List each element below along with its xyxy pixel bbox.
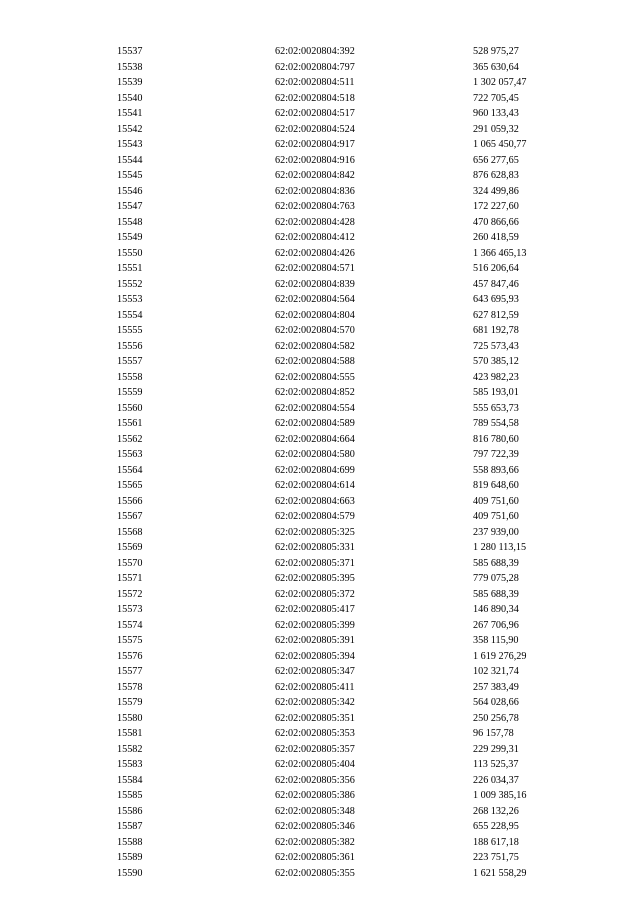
row-number: 15555 <box>117 325 143 336</box>
table-row <box>0 339 640 355</box>
cadastral-number: 62:02:0020805:394 <box>275 650 355 662</box>
cadastral-value: 1 302 057,47 <box>473 77 527 88</box>
table-row <box>0 354 640 370</box>
cadastral-value: 260 418,59 <box>473 232 519 243</box>
cadastral-value: 409 751,60 <box>473 495 519 507</box>
table-row <box>0 726 640 742</box>
table-row <box>0 292 640 308</box>
cadastral-value: 268 132,26 <box>473 805 519 817</box>
row-number: 15537 <box>117 46 143 57</box>
table-row <box>0 199 640 215</box>
cadastral-number: 62:02:0020804:580 <box>275 449 355 460</box>
cadastral-value: 409 751,60 <box>473 511 519 522</box>
table-row <box>0 633 640 649</box>
table-row <box>0 804 640 820</box>
table-row <box>0 168 640 184</box>
cadastral-value: 267 706,96 <box>473 619 519 631</box>
cadastral-number: 62:02:0020804:579 <box>275 511 355 522</box>
cadastral-value: 358 115,90 <box>473 635 519 646</box>
cadastral-number: 62:02:0020804:852 <box>275 387 355 398</box>
cadastral-number: 62:02:0020805:411 <box>275 681 355 693</box>
cadastral-value: 1 621 558,29 <box>473 867 527 879</box>
table-row <box>0 773 640 789</box>
cadastral-number: 62:02:0020805:371 <box>275 557 355 569</box>
table-row <box>0 788 640 804</box>
cadastral-value: 627 812,59 <box>473 309 519 321</box>
cadastral-number: 62:02:0020804:582 <box>275 340 355 352</box>
table-row <box>0 742 640 758</box>
table-row <box>0 75 640 91</box>
cadastral-number: 62:02:0020804:564 <box>275 294 355 305</box>
table-row <box>0 587 640 603</box>
row-number: 15564 <box>117 464 143 476</box>
table-row <box>0 106 640 122</box>
row-number: 15548 <box>117 216 143 228</box>
cadastral-number: 62:02:0020804:763 <box>275 201 355 212</box>
table-row <box>0 153 640 169</box>
cadastral-number: 62:02:0020804:589 <box>275 418 355 429</box>
cadastral-number: 62:02:0020805:347 <box>275 666 355 677</box>
row-number: 15561 <box>117 418 143 429</box>
row-number: 15563 <box>117 449 143 460</box>
cadastral-number: 62:02:0020804:524 <box>275 123 355 135</box>
cadastral-value: 643 695,93 <box>473 294 519 305</box>
table-row <box>0 447 640 463</box>
table-row <box>0 432 640 448</box>
table-row <box>0 540 640 556</box>
row-number: 15582 <box>117 743 143 755</box>
row-number: 15539 <box>117 77 143 88</box>
table-row <box>0 184 640 200</box>
table-row <box>0 385 640 401</box>
cadastral-number: 62:02:0020805:395 <box>275 573 355 584</box>
row-number: 15576 <box>117 650 143 662</box>
row-number: 15581 <box>117 728 143 739</box>
cadastral-number: 62:02:0020805:399 <box>275 619 355 631</box>
cadastral-value: 146 890,34 <box>473 604 519 615</box>
cadastral-value: 457 847,46 <box>473 278 519 290</box>
row-number: 15577 <box>117 666 143 677</box>
cadastral-number: 62:02:0020804:517 <box>275 108 355 119</box>
cadastral-value: 229 299,31 <box>473 743 519 755</box>
cadastral-value: 1 280 113,15 <box>473 542 527 553</box>
row-number: 15566 <box>117 495 143 507</box>
cadastral-number: 62:02:0020805:386 <box>275 790 355 801</box>
cadastral-value: 558 893,66 <box>473 464 519 476</box>
row-number: 15544 <box>117 154 143 166</box>
table-row <box>0 509 640 525</box>
row-number: 15543 <box>117 139 143 150</box>
row-number: 15551 <box>117 263 143 274</box>
cadastral-value: 779 075,28 <box>473 573 519 584</box>
table-row <box>0 711 640 727</box>
cadastral-number: 62:02:0020805:342 <box>275 697 355 708</box>
table-row <box>0 819 640 835</box>
table-row <box>0 308 640 324</box>
row-number: 15553 <box>117 294 143 305</box>
cadastral-number: 62:02:0020804:554 <box>275 402 355 414</box>
row-number: 15556 <box>117 340 143 352</box>
row-number: 15546 <box>117 185 143 197</box>
cadastral-value: 188 617,18 <box>473 836 519 848</box>
cadastral-value: 470 866,66 <box>473 216 519 228</box>
row-number: 15586 <box>117 805 143 817</box>
table-row <box>0 246 640 262</box>
row-number: 15570 <box>117 557 143 569</box>
table-row <box>0 44 640 60</box>
row-number: 15545 <box>117 170 143 181</box>
table-row <box>0 835 640 851</box>
row-number: 15547 <box>117 201 143 212</box>
row-number: 15567 <box>117 511 143 522</box>
cadastral-number: 62:02:0020804:511 <box>275 77 355 88</box>
cadastral-value: 1 009 385,16 <box>473 790 527 801</box>
cadastral-number: 62:02:0020804:571 <box>275 263 355 274</box>
row-number: 15584 <box>117 774 143 786</box>
row-number: 15552 <box>117 278 143 290</box>
table-row <box>0 556 640 572</box>
cadastral-value: 570 385,12 <box>473 356 519 367</box>
cadastral-number: 62:02:0020804:797 <box>275 61 355 73</box>
cadastral-number: 62:02:0020805:391 <box>275 635 355 646</box>
table-row <box>0 680 640 696</box>
cadastral-number: 62:02:0020805:372 <box>275 588 355 600</box>
table-row <box>0 122 640 138</box>
cadastral-value: 102 321,74 <box>473 666 519 677</box>
cadastral-value: 324 499,86 <box>473 185 519 197</box>
table-row <box>0 277 640 293</box>
cadastral-value: 564 028,66 <box>473 697 519 708</box>
row-number: 15559 <box>117 387 143 398</box>
cadastral-value: 237 939,00 <box>473 526 519 538</box>
table-row <box>0 850 640 866</box>
cadastral-number: 62:02:0020805:331 <box>275 542 355 553</box>
table-row <box>0 571 640 587</box>
cadastral-number: 62:02:0020805:353 <box>275 728 355 739</box>
cadastral-number: 62:02:0020804:428 <box>275 216 355 228</box>
row-number: 15554 <box>117 309 143 321</box>
row-number: 15560 <box>117 402 143 414</box>
table-row <box>0 757 640 773</box>
table-row <box>0 525 640 541</box>
table-row <box>0 416 640 432</box>
cadastral-value: 725 573,43 <box>473 340 519 352</box>
row-number: 15565 <box>117 480 143 491</box>
row-number: 15590 <box>117 867 143 879</box>
cadastral-value: 172 227,60 <box>473 201 519 212</box>
cadastral-value: 516 206,64 <box>473 263 519 274</box>
table-row <box>0 261 640 277</box>
cadastral-value: 585 688,39 <box>473 588 519 600</box>
row-number: 15583 <box>117 759 143 770</box>
table-row <box>0 215 640 231</box>
row-number: 15557 <box>117 356 143 367</box>
cadastral-value: 1 619 276,29 <box>473 650 527 662</box>
cadastral-value: 96 157,78 <box>473 728 514 739</box>
cadastral-number: 62:02:0020804:917 <box>275 139 355 150</box>
cadastral-value: 585 193,01 <box>473 387 519 398</box>
cadastral-value: 528 975,27 <box>473 46 519 57</box>
row-number: 15580 <box>117 712 143 724</box>
cadastral-value: 223 751,75 <box>473 852 519 863</box>
table-row <box>0 695 640 711</box>
cadastral-number: 62:02:0020805:382 <box>275 836 355 848</box>
row-number: 15569 <box>117 542 143 553</box>
row-number: 15587 <box>117 821 143 832</box>
cadastral-value: 585 688,39 <box>473 557 519 569</box>
cadastral-number: 62:02:0020804:570 <box>275 325 355 336</box>
row-number: 15549 <box>117 232 143 243</box>
table-row <box>0 494 640 510</box>
row-number: 15589 <box>117 852 143 863</box>
row-number: 15571 <box>117 573 143 584</box>
table-row <box>0 323 640 339</box>
document-table <box>0 44 640 881</box>
cadastral-value: 681 192,78 <box>473 325 519 336</box>
cadastral-number: 62:02:0020805:348 <box>275 805 355 817</box>
cadastral-value: 365 630,64 <box>473 61 519 73</box>
cadastral-number: 62:02:0020805:357 <box>275 743 355 755</box>
cadastral-value: 789 554,58 <box>473 418 519 429</box>
row-number: 15542 <box>117 123 143 135</box>
cadastral-number: 62:02:0020804:842 <box>275 170 355 181</box>
cadastral-number: 62:02:0020805:417 <box>275 604 355 615</box>
cadastral-number: 62:02:0020804:839 <box>275 278 355 290</box>
cadastral-number: 62:02:0020804:916 <box>275 154 355 166</box>
table-row <box>0 866 640 882</box>
table-row <box>0 478 640 494</box>
cadastral-value: 257 383,49 <box>473 681 519 693</box>
cadastral-number: 62:02:0020804:588 <box>275 356 355 367</box>
table-row <box>0 91 640 107</box>
row-number: 15588 <box>117 836 143 848</box>
row-number: 15575 <box>117 635 143 646</box>
row-number: 15550 <box>117 247 143 259</box>
row-number: 15562 <box>117 433 143 445</box>
row-number: 15541 <box>117 108 143 119</box>
cadastral-number: 62:02:0020804:614 <box>275 480 355 491</box>
row-number: 15538 <box>117 61 143 73</box>
row-number: 15579 <box>117 697 143 708</box>
table-row <box>0 230 640 246</box>
row-number: 15578 <box>117 681 143 693</box>
table-row <box>0 649 640 665</box>
cadastral-value: 250 256,78 <box>473 712 519 724</box>
cadastral-number: 62:02:0020805:351 <box>275 712 355 724</box>
cadastral-value: 1 065 450,77 <box>473 139 527 150</box>
cadastral-number: 62:02:0020805:346 <box>275 821 355 832</box>
row-number: 15585 <box>117 790 143 801</box>
cadastral-number: 62:02:0020804:663 <box>275 495 355 507</box>
cadastral-value: 876 628,83 <box>473 170 519 181</box>
cadastral-value: 797 722,39 <box>473 449 519 460</box>
cadastral-number: 62:02:0020804:836 <box>275 185 355 197</box>
cadastral-value: 655 228,95 <box>473 821 519 832</box>
row-number: 15573 <box>117 604 143 615</box>
row-number: 15574 <box>117 619 143 631</box>
cadastral-value: 555 653,73 <box>473 402 519 414</box>
cadastral-value: 226 034,37 <box>473 774 519 786</box>
cadastral-number: 62:02:0020804:699 <box>275 464 355 476</box>
table-row <box>0 463 640 479</box>
cadastral-number: 62:02:0020805:361 <box>275 852 355 863</box>
table-row <box>0 370 640 386</box>
cadastral-value: 960 133,43 <box>473 108 519 119</box>
row-number: 15572 <box>117 588 143 600</box>
cadastral-number: 62:02:0020804:412 <box>275 232 355 243</box>
row-number: 15558 <box>117 371 143 383</box>
cadastral-value: 656 277,65 <box>473 154 519 166</box>
cadastral-number: 62:02:0020805:404 <box>275 759 355 770</box>
table-row <box>0 602 640 618</box>
cadastral-number: 62:02:0020805:355 <box>275 867 355 879</box>
table-row <box>0 618 640 634</box>
table-row <box>0 137 640 153</box>
cadastral-value: 113 525,37 <box>473 759 519 770</box>
cadastral-number: 62:02:0020805:356 <box>275 774 355 786</box>
cadastral-number: 62:02:0020805:325 <box>275 526 355 538</box>
row-number: 15540 <box>117 92 143 104</box>
cadastral-value: 819 648,60 <box>473 480 519 491</box>
table-row <box>0 60 640 76</box>
table-row <box>0 664 640 680</box>
cadastral-number: 62:02:0020804:555 <box>275 371 355 383</box>
cadastral-value: 291 059,32 <box>473 123 519 135</box>
row-number: 15568 <box>117 526 143 538</box>
cadastral-value: 1 366 465,13 <box>473 247 527 259</box>
cadastral-number: 62:02:0020804:664 <box>275 433 355 445</box>
cadastral-value: 423 982,23 <box>473 371 519 383</box>
cadastral-number: 62:02:0020804:392 <box>275 46 355 57</box>
cadastral-number: 62:02:0020804:426 <box>275 247 355 259</box>
cadastral-value: 816 780,60 <box>473 433 519 445</box>
cadastral-number: 62:02:0020804:804 <box>275 309 355 321</box>
cadastral-number: 62:02:0020804:518 <box>275 92 355 104</box>
cadastral-value: 722 705,45 <box>473 92 519 104</box>
table-row <box>0 401 640 417</box>
